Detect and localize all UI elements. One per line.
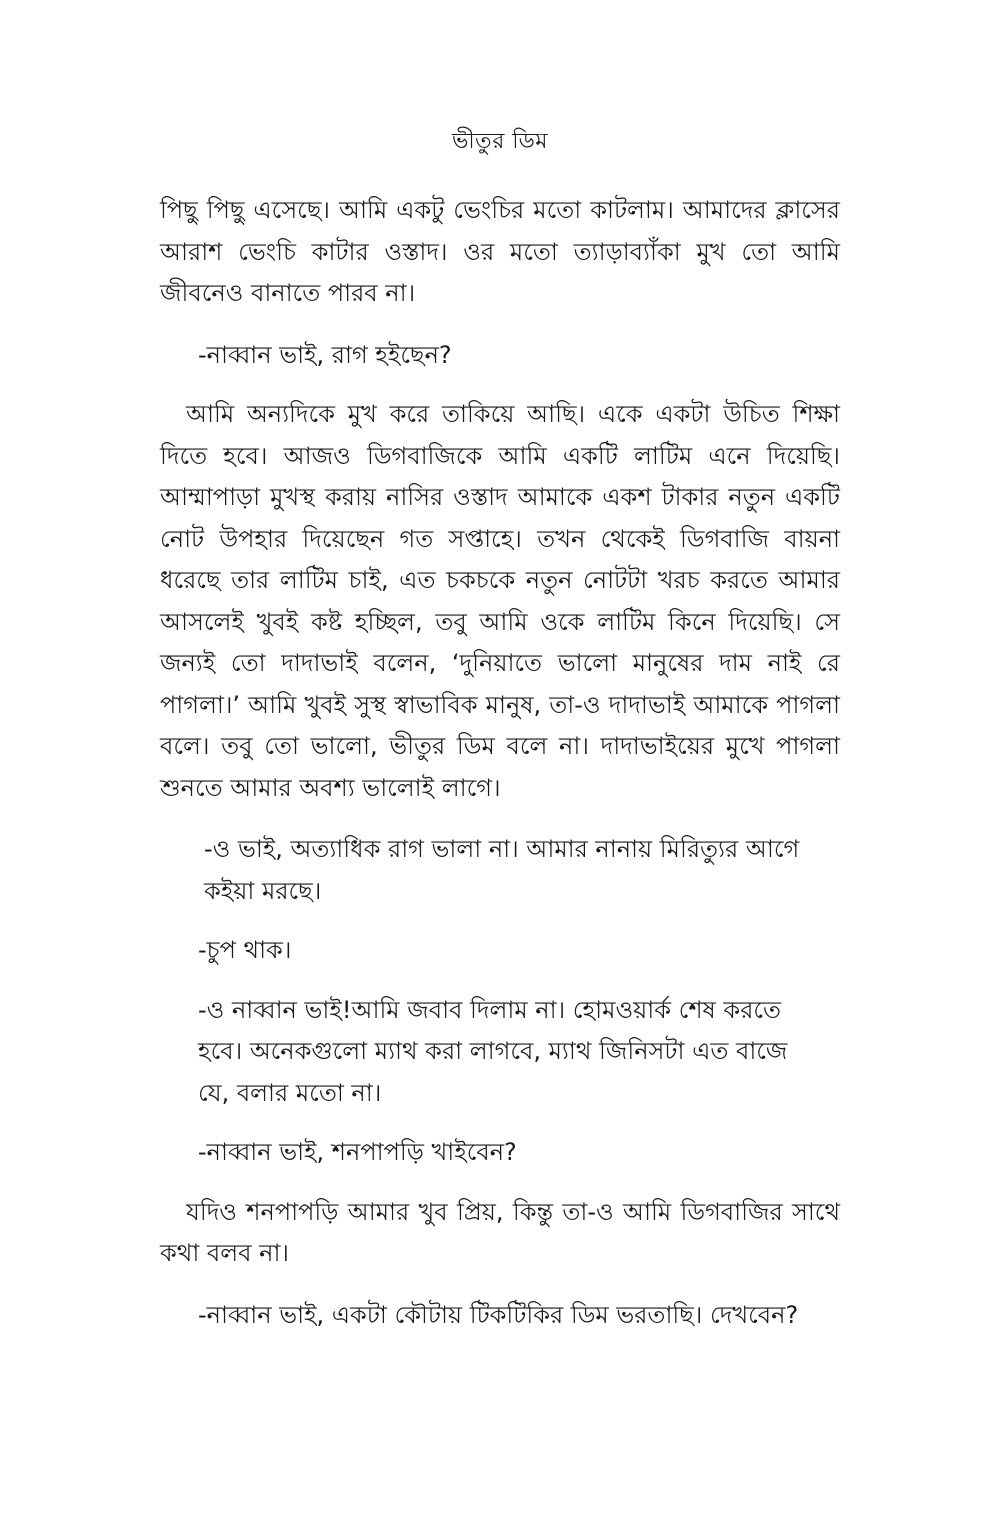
paragraph: পিছু পিছু এসেছে। আমি একটু ভেংচির মতো কাটলাম। আমাদের ক্লাসের আরাশ ভেংচি কাটার ওস্তাদ। ওর মতো ত্যাড়াব্যাঁকা মুখ তো আমি জীবনেও বানাতে পারব না।	[160, 196, 840, 307]
dialogue-line: -ও ভাই, অত্যাধিক রাগ ভালা না। আমার নানায় মিরিত্যুর আগে কইয়া মরছে।	[204, 835, 800, 905]
dialogue-line: -নাব্বান ভাই, শনপাপড়ি খাইবেন?	[198, 1138, 517, 1166]
paragraph: যদিও শনপাপড়ি আমার খুব প্রিয়, কিন্তু তা-ও আমি ডিগবাজির সাথে কথা বলব না।	[160, 1197, 840, 1267]
body-text	[160, 190, 840, 1354]
running-head: ভীতুর ডিম	[452, 129, 548, 154]
paragraph: আমি অন্যদিকে মুখ করে তাকিয়ে আছি। একে একটা উচিত শিক্ষা দিতে হবে। আজও ডিগবাজিকে আমি একটি লাটিম এনে দিয়েছি। আম্মাপাড়া মুখস্থ করায় নাসির ওস্তাদ আমাকে একশ টাকার নতুন একটি নোট উপহার দিয়েছেন গত সপ্তাহে। তখন থেকেই ডিগবাজি বায়না ধরেছে তার লাটিম চাই, এত চকচকে নতুন নোটটা খরচ করতে আমার আসলেই খুবই কষ্ট হচ্ছিল, তবু আমি ওকে লাটিম কিনে দিয়েছি। সে জন্যই তো দাদাভাই বলেন, ‘দুনিয়াতে ভালো মানুষের দাম নাই রে পাগলা।’ আমি খুবই সুস্থ স্বাভাবিক মানুষ, তা-ও দাদাভাই আমাকে পাগলা বলে। তবু তো ভালো, ভীতুর ডিম বলে না। দাদাভাইয়ের মুখে পাগলা শুনতে আমার অবশ্য ভালোই লাগে।	[160, 400, 840, 802]
dialogue-line: -চুপ থাক।	[198, 936, 292, 964]
dialogue-line: -নাব্বান ভাই, রাগ হইছেন?	[198, 340, 452, 369]
dialogue-line: -ও নাব্বান ভাই!আমি জবাব দিলাম না। হোমওয়ার্ক শেষ করতে হবে। অনেকগুলো ম্যাথ করা লাগবে, ম্যাথ জিনিসটা এত বাজে যে, বলার মতো না।	[198, 995, 788, 1107]
dialogue-line: -নাব্বান ভাই, একটা কৌটায় টিকটিকির ডিম ভরতাছি। দেখবেন?	[198, 1300, 799, 1329]
